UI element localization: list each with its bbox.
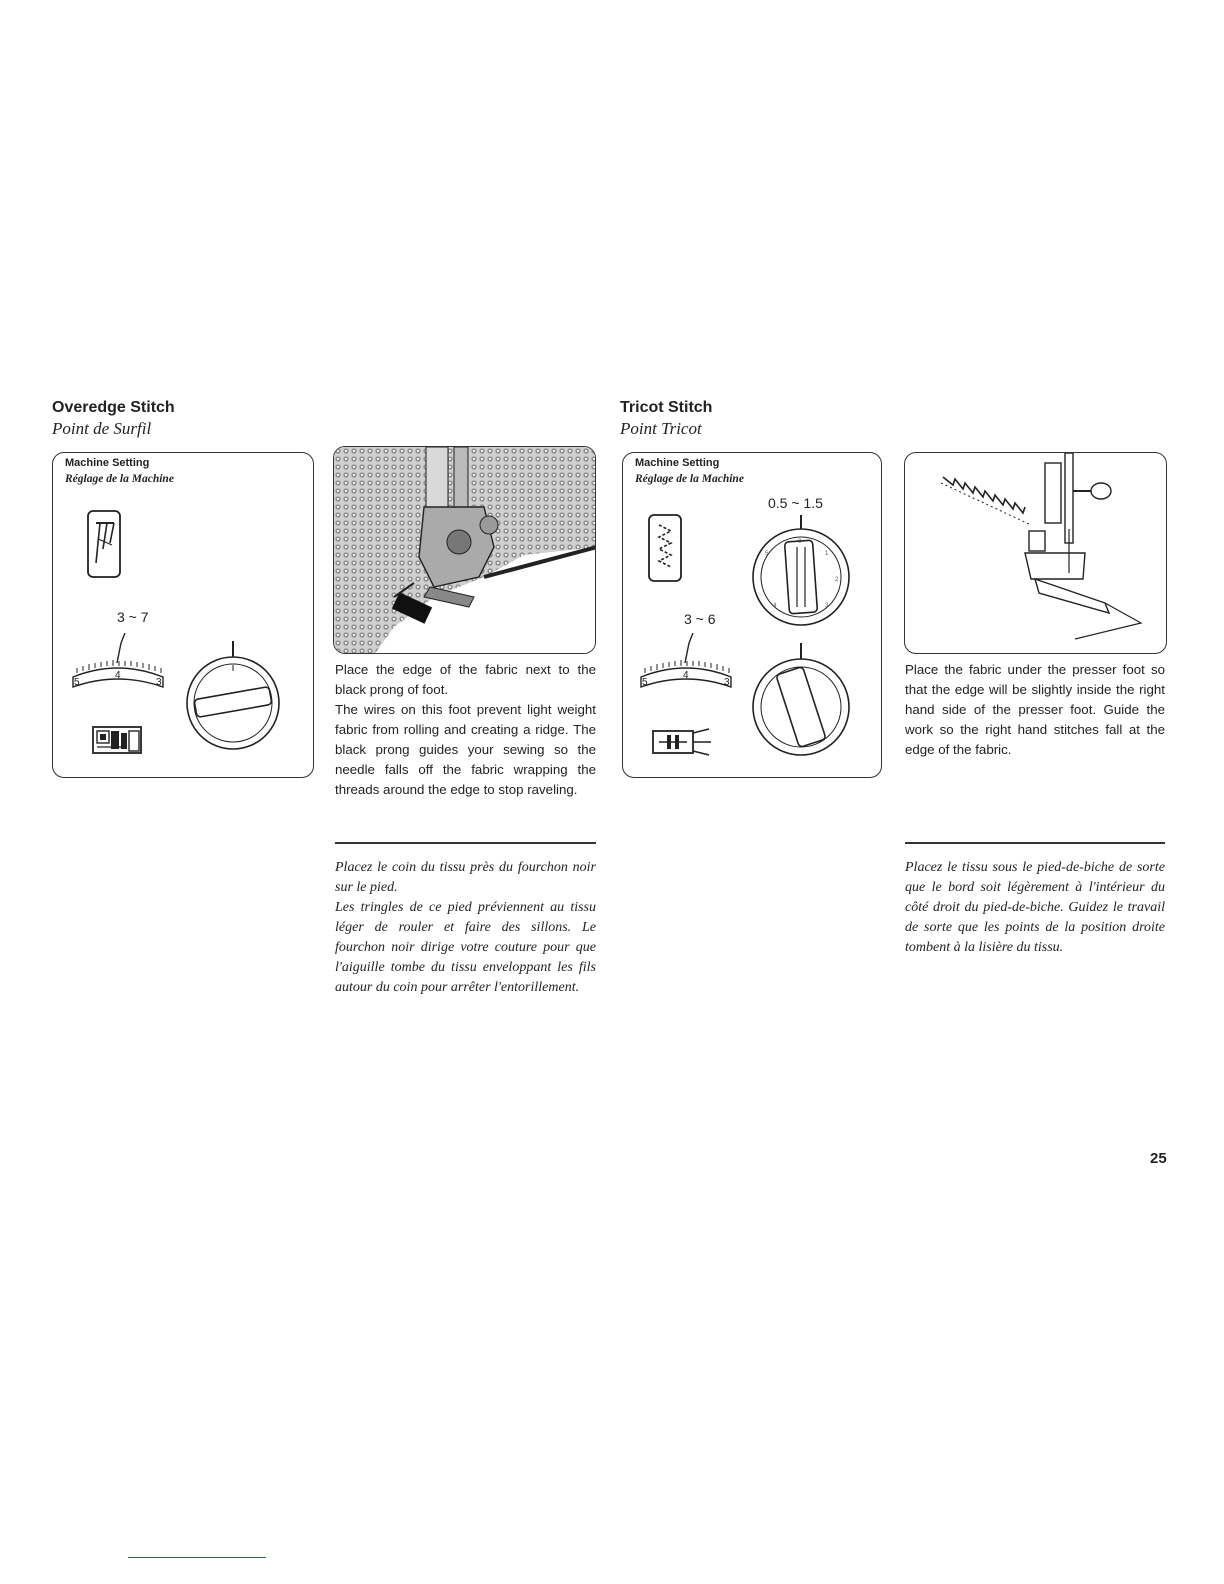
stitch-length-knob-icon xyxy=(175,639,291,751)
dial-mark-right: 3 xyxy=(724,677,730,688)
dial-mark-left: 5 xyxy=(74,677,80,688)
overedge-title-fr: Point de Surfil xyxy=(52,419,152,438)
footer-link-line xyxy=(128,1557,266,1558)
overedge-width-range: 3 ~ 7 xyxy=(117,609,149,625)
overedge-machine-setting-panel xyxy=(52,452,314,778)
tricot-stitch-pattern-icon xyxy=(647,513,683,583)
tricot-divider xyxy=(905,842,1165,844)
svg-text:1: 1 xyxy=(825,551,829,557)
dial-mark-right: 3 xyxy=(156,677,162,688)
overedge-divider xyxy=(335,842,596,844)
presser-foot-drawing xyxy=(905,453,1167,654)
stitch-width-dial-icon xyxy=(631,633,741,693)
machine-setting-label: Machine Setting xyxy=(65,457,150,469)
svg-text:2: 2 xyxy=(835,577,839,583)
tricot-title: Tricot Stitch xyxy=(620,399,713,416)
svg-text:5: 5 xyxy=(765,551,769,557)
dial-mark-mid: 4 xyxy=(115,670,121,681)
tricot-instructions-en: Place the fabric under the presser foot so that the edge will be slightly inside the right hand side of the presser foot. Guide the work so the right hand stitches fall at the edge of the fabric. xyxy=(905,662,1165,757)
tricot-width-range: 3 ~ 6 xyxy=(684,611,716,627)
tricot-length-range: 0.5 ~ 1.5 xyxy=(768,495,823,511)
overedge-foot-illustration xyxy=(333,446,596,654)
overedge-instructions-en: Place the edge of the fabric next to the black prong of foot. The wires on this foot prevent light weight fabric from rolling and creating a ridge. The black prong guides your sewing so the needle falls off the fabric wrapping the threads around the edge to stop raveling. xyxy=(335,662,596,797)
tricot-instructions-fr: Placez le tissu sous le pied-de-biche de sorte que le bord soit légèrement à l'intérieur du côté droit du pied-de-biche. Guidez le travail de sorte que les points de la position droite tombent à la lisière du tissu. xyxy=(905,860,1165,955)
machine-setting-label-fr: Réglage de la Machine xyxy=(65,473,174,485)
svg-text:4: 4 xyxy=(773,603,777,609)
tricot-title-fr: Point Tricot xyxy=(620,419,702,438)
tricot-presser-foot-icon xyxy=(651,727,713,757)
presser-foot-photo xyxy=(334,447,596,654)
svg-text:0: 0 xyxy=(798,539,802,545)
overedge-title: Overedge Stitch xyxy=(52,399,175,416)
stitch-width-dial-icon xyxy=(63,633,173,693)
overedge-instructions-fr: Placez le coin du tissu près du fourchon noir sur le pied. Les tringles de ce pied préviennent au tissu léger de rouler et faire des sillons. Le fourchon noir dirige votre couture pour que l'aiguille tombe du tissu enveloppant les fils autour du coin pour arrêter l'entorillement. xyxy=(335,860,596,995)
machine-setting-label: Machine Setting xyxy=(635,457,720,469)
svg-text:3: 3 xyxy=(825,603,829,609)
overedge-stitch-pattern-icon xyxy=(86,509,122,579)
overedge-presser-foot-icon xyxy=(91,723,143,757)
tricot-machine-setting-panel xyxy=(622,452,882,778)
machine-setting-label-fr: Réglage de la Machine xyxy=(635,473,744,485)
page-number: 25 xyxy=(1150,1150,1167,1167)
stitch-width-knob-icon xyxy=(743,643,859,761)
dial-mark-left: 5 xyxy=(642,677,648,688)
dial-mark-mid: 4 xyxy=(683,670,689,681)
stitch-length-knob-icon xyxy=(743,515,859,633)
tricot-foot-illustration xyxy=(904,452,1167,654)
